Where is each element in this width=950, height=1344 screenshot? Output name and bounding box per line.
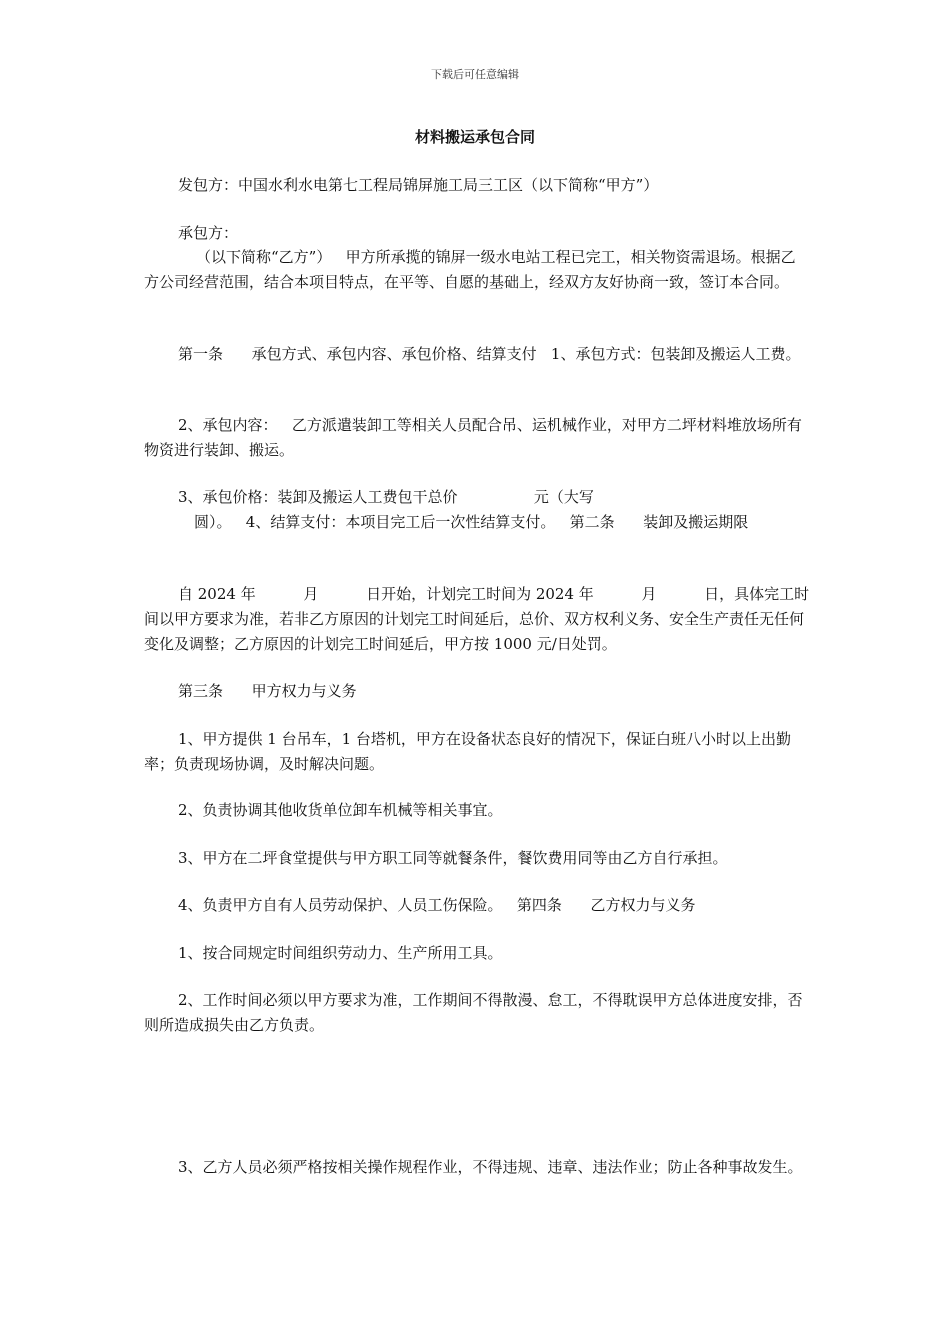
paragraph-schedule: 自 2024 年 月 日开始，计划完工时间为 2024 年 月 日，具体完工时间以甲方要求为准，若非乙方原因的计划完工时间延后，总价、双方权利义务、安全生产责任无任何变化及调整；乙方原因的计划完工时间延后，甲方按 1000 元/日处罚。	[144, 585, 810, 653]
paragraph-article-3: 第三条 甲方权力与义务	[178, 682, 357, 700]
paragraph-contractor-label: 承包方：	[178, 224, 239, 242]
paragraph-party-a-1: 1、甲方提供 1 台吊车，1 台塔机，甲方在设备状态良好的情况下，保证白班八小时以上出勤率；负责现场协调，及时解决问题。	[144, 730, 791, 773]
paragraph-intro: （以下简称“乙方”） 甲方所承揽的锦屏一级水电站工程已完工，相关物资需退场。根据乙方公司经营范围，结合本项目特点，在平等、自愿的基础上，经双方友好协商一致，签订本合同。	[144, 248, 796, 291]
paragraph-article-1: 第一条 承包方式、承包内容、承包价格、结算支付 1、承包方式：包装卸及搬运人工费。	[178, 345, 801, 363]
paragraph-party-b-1: 1、按合同规定时间组织劳动力、生产所用工具。	[178, 944, 503, 962]
paragraph-party-a-2: 2、负责协调其他收货单位卸车机械等相关事宜。	[178, 801, 503, 819]
paragraph-contract-content: 2、承包内容： 乙方派遣装卸工等相关人员配合吊、运机械作业，对甲方二坪材料堆放场所有物资进行装卸、搬运。	[144, 416, 802, 459]
paragraph-party-b-3: 3、乙方人员必须严格按相关操作规程作业，不得违规、违章、违法作业；防止各种事故发生。	[178, 1158, 803, 1176]
paragraph-contract-price: 3、承包价格：装卸及搬运人工费包干总价 元（大写	[178, 488, 594, 506]
paragraph-employer: 发包方：中国水利水电第七工程局锦屏施工局三工区（以下简称“甲方”）	[178, 176, 659, 194]
paragraph-party-b-2: 2、工作时间必须以甲方要求为准，工作期间不得散漫、怠工，不得耽误甲方总体进度安排，否则所造成损失由乙方负责。	[144, 991, 803, 1034]
header-note: 下载后可任意编辑	[431, 68, 519, 81]
paragraph-party-a-4-article-4: 4、负责甲方自有人员劳动保护、人员工伤保险。 第四条 乙方权力与义务	[178, 896, 696, 914]
document-title: 材料搬运承包合同	[414, 128, 535, 146]
paragraph-settlement-article-2: 圆）。 4、结算支付：本项目完工后一次性结算支付。 第二条 装卸及搬运期限	[194, 513, 749, 531]
paragraph-party-a-3: 3、甲方在二坪食堂提供与甲方职工同等就餐条件，餐饮费用同等由乙方自行承担。	[178, 849, 728, 867]
